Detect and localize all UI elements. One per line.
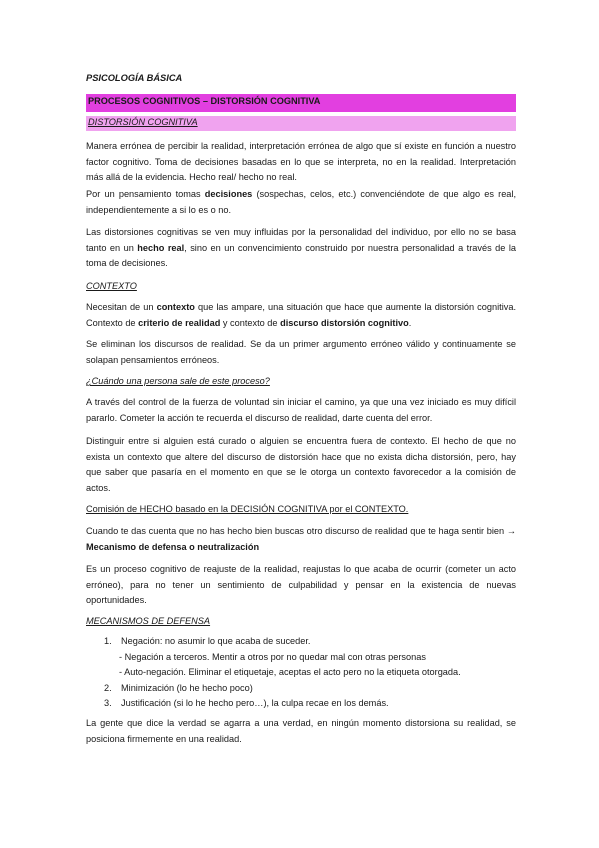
paragraph-text: A través del control de la fuerza de voluntad sin iniciar el camino, ya que una vez iniciado es muy difícil pararlo. Cometer la acción te recuerda el discurso de realidad, darte cuenta del error. [86, 397, 516, 423]
text-run: Necesitan de un [86, 302, 157, 312]
bold-term: Mecanismo de defensa o neutralización [86, 541, 260, 552]
text-run: y contexto de [220, 317, 281, 328]
paragraph-text [86, 187, 516, 218]
paragraph-text: Se eliminan los discursos de realidad. Se da un primer argumento erróneo válido y continuamente se solapan pensamientos erróneos. [86, 339, 516, 365]
paragraph-text: Manera errónea de percibir la realidad, interpretación errónea de algo que sí existe en función a nuestro factor cognitivo. Toma de decisiones basadas en lo que se interpreta, no en la realidad. Interpretación más allá de la evidencia. Hecho real/ hecho no real. [86, 141, 516, 183]
list-subitem-text: - Auto-negación. Eliminar el etiquetaje, aceptas el acto pero no la etiqueta otorgada. [119, 667, 461, 678]
list-item-text: Minimización (lo he hecho poco) [121, 682, 253, 693]
paragraph-personality [86, 225, 516, 272]
bold-term: criterio de realidad [138, 317, 221, 328]
contexto-heading-block [86, 279, 516, 295]
list-subitem [86, 665, 516, 681]
subsection-header: DISTORSIÓN COGNITIVA [88, 117, 198, 127]
paragraph-readjust [86, 562, 516, 609]
list-subitem-text: - Negación a terceros. Mentir a otros por no quedar mal con otras personas [119, 651, 426, 662]
paragraph-text: La gente que dice la verdad se agarra a una verdad, en ningún momento distorsiona su realidad, se posiciona firmemente en una realidad. [86, 718, 516, 744]
paragraph-distinguish [86, 434, 516, 496]
paragraph-decisions [86, 187, 516, 218]
list-item-text: Negación: no asumir lo que acaba de suceder. [121, 636, 311, 646]
text-run: Las distorsiones cognitivas se ven muy influidas por la personalidad del individuo, por ello no se basa tanto en un [86, 227, 516, 253]
bold-term: discurso distorsión cognitivo [280, 317, 409, 328]
comision-heading-block [86, 502, 516, 518]
paragraph-eliminate [86, 337, 516, 368]
question-heading: ¿Cuándo una persona sale de este proceso? [86, 376, 270, 386]
text-run: Cuando te das cuenta que no has hecho bien buscas otro discurso de realidad que te haga sentir bien → [86, 526, 516, 536]
mecanismos-heading: MECANISMOS DE DEFENSA [86, 616, 211, 626]
comision-heading: Comisión de HECHO basado en la DECISIÓN COGNITIVA por el CONTEXTO. [86, 504, 409, 514]
question-heading-block [86, 374, 516, 390]
bold-term: contexto [156, 302, 195, 312]
bold-term: hecho real [137, 242, 185, 253]
list-subitem [86, 650, 516, 666]
paragraph-text: Distinguir entre si alguien está curado o alguien se encuentra fuera de contexto. El hecho de que no exista un contexto que altere del discurso de distorsión hace que no exista dicha distorsión, pero, hay que saber que pasaría en el momento en que se le otorga un contexto favorecedor a la comisión de actos. [86, 436, 516, 493]
list-number: 2. [104, 682, 112, 693]
paragraph-context [86, 300, 516, 331]
paragraph-text [86, 300, 516, 331]
paragraph-text [86, 524, 516, 555]
paragraph-definition [86, 139, 516, 186]
list-number: 1. [104, 636, 112, 646]
bold-term: decisiones [204, 189, 253, 199]
list-item [86, 634, 516, 650]
list-item [86, 696, 516, 712]
paragraph-willpower [86, 395, 516, 426]
text-run: , sino en un convencimiento construido por nuestra personalidad a través de la toma de decisiones. [86, 242, 516, 269]
text-run: que las ampare, una situación que hace que aumente la distorsión cognitiva. Contexto de [86, 302, 516, 328]
mecanismos-heading-block [86, 614, 516, 630]
list-item-text: Justificación (si lo he hecho pero…), la culpa recae en los demás. [121, 698, 389, 709]
list-number: 3. [104, 698, 112, 709]
defense-mechanisms-list [86, 634, 516, 712]
paragraph-text: Es un proceso cognitivo de reajuste de la realidad, reajustas lo que acaba de ocurrir (cometer un acto erróneo), para no tener un sentimiento de culpabilidad y pensar en la existencia de nuevas oportunidades. [86, 564, 516, 606]
paragraph-truth [86, 716, 516, 747]
text-run: Por un pensamiento tomas [86, 189, 205, 199]
text-run: . [408, 317, 412, 328]
paragraph-realize [86, 524, 516, 555]
section-header-band [86, 94, 516, 112]
list-item [86, 681, 516, 697]
text-run: (sospechas, celos, etc.) convenciéndote de que algo es real, independientemente a si lo es o no. [86, 189, 517, 215]
document-title: PSICOLOGÍA BÁSICA [86, 73, 183, 83]
section-header: PROCESOS COGNITIVOS – DISTORSIÓN COGNITIVA [88, 96, 321, 106]
subsection-header-band [86, 116, 516, 131]
paragraph-text [86, 225, 516, 272]
contexto-heading: CONTEXTO [86, 281, 137, 291]
